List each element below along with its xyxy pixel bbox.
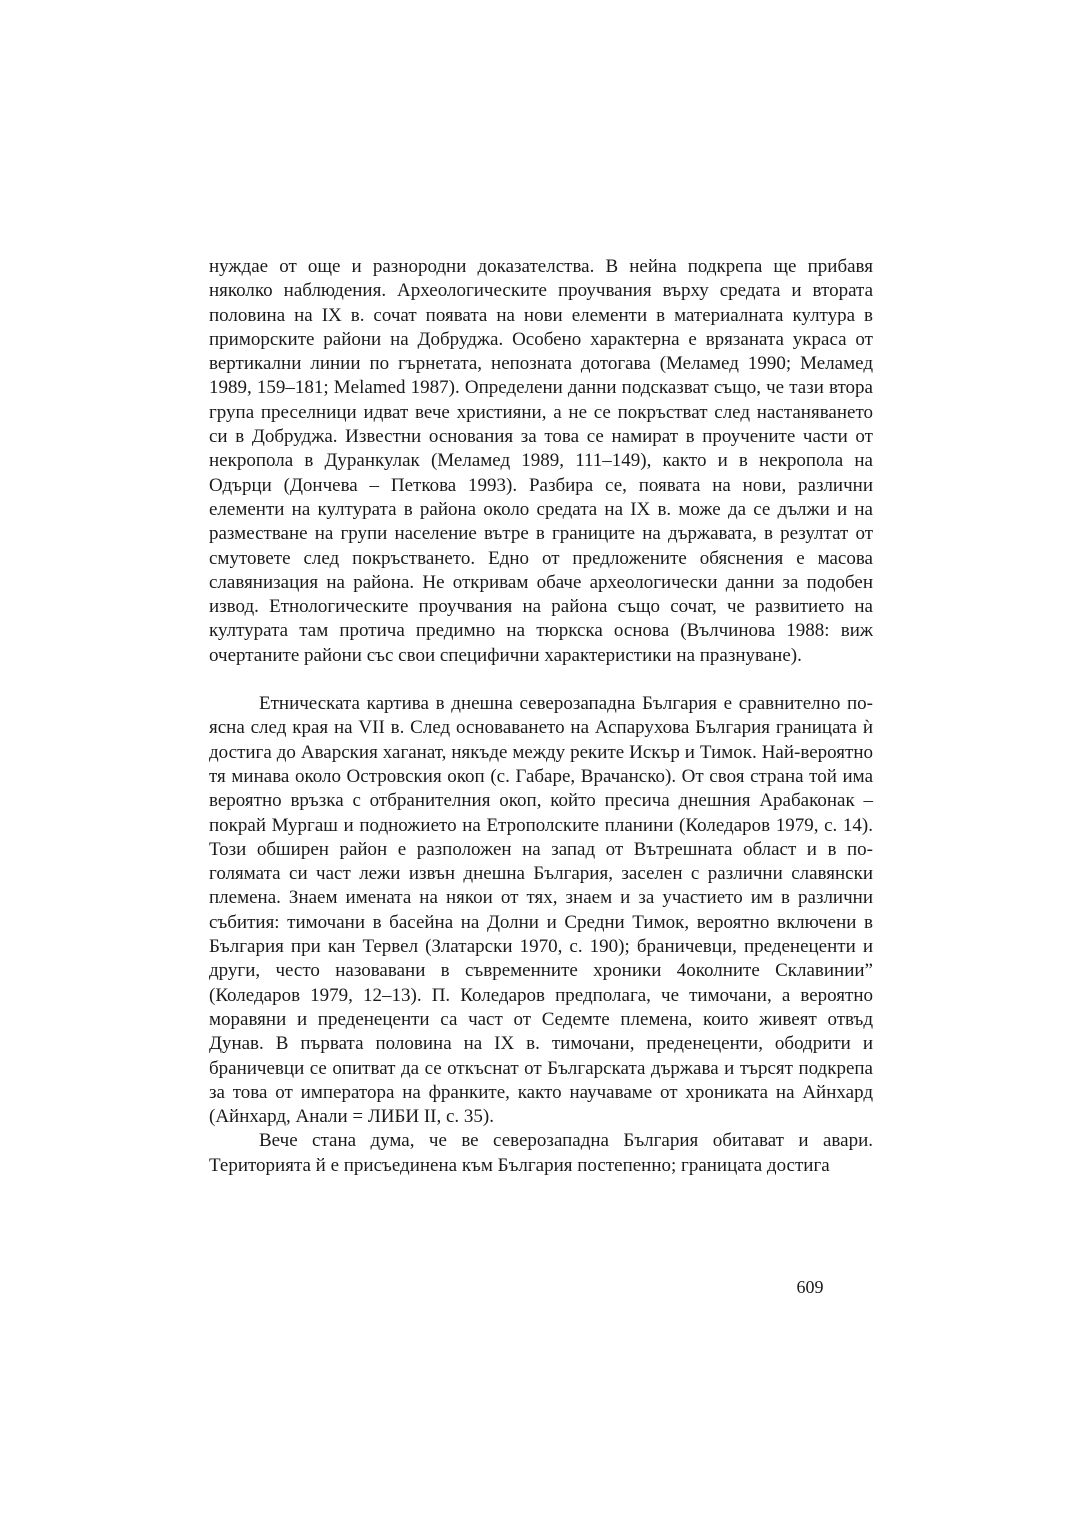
paragraph-3: Вече стана дума, че ве северозападна България обитават и авари. Територията й е присъединена към България постепенно; границата достига xyxy=(209,1130,873,1176)
body-text xyxy=(209,255,873,1178)
page-number: 609 xyxy=(796,1277,824,1297)
paragraph-1: нуждае от още и разнородни доказателства. В нейна подкрепа ще прибавя няколко наблюдения. Археологическите проучвания върху средата и втората половина на IX в. сочат появата на нови елементи в материалната култура в приморските райони на Добруджа. Особено характерна е врязаната украса от вертикални линии по гърнетата, непозната дотогава (Меламед 1990; Меламед 1989, 159–181; Melamed 1987). Определени данни подсказват също, че тази втора група преселници идват вече християни, а не се покръстват след настаняването си в Добруджа. Известни основания за това се намират в проучените части от некропола в Дуранкулак (Меламед 1989, 111–149), както и в некропола на Одърци (Дончева – Петкова 1993). Разбира се, появата на нови, различни елементи на културата в района около средата на IX в. може да се дължи и на разместване на групи население вътре в границите на държавата, в резултат от смутовете след покръстването. Едно от предложените обяснения е масова славянизация на района. Не откривам обаче археологически данни за подобен извод. Етнологическите проучвания на района също сочат, че развитието на културата там протича предимно на тюркска основа (Вълчинова 1988: виж очертаните райони със свои специфични характеристики на празнуване). xyxy=(209,256,873,666)
paragraph-2: Етническата картива в днешна северозападна България е сравнително по-ясна след края на VII в. След основаването на Аспарухова България границата ѝ достига до Аварския хаганат, някъде между реките Искър и Тимок. Най-вероятно тя минава около Островския окоп (с. Габаре, Врачанско). От своя страна той има вероятно връзка с отбранителния окоп, който пресича днешния Арабаконак – покрай Мургаш и подножието на Етрополските планини (Коледаров 1979, с. 14). Този обширен район е разположен на запад от Вътрешната област и в по-голямата си част лежи извън днешна България, заселен с различни славянски племена. Знаем имената на някои от тях, знаем и за участието им в различни събития: тимочани в басейна на Долни и Средни Тимок, вероятно включени в България при кан Тервел (Златарски 1970, с. 190); браничевци, преденеценти и други, често назовавани в съвременните хроники 4околните Склавинии” (Коледаров 1979, 12–13). П. Коледаров предполага, че тимочани, а вероятно моравяни и преденеценти са част от Седемте племена, които живеят отвъд Дунав. В първата половина на IX в. тимочани, преденеценти, ободрити и браничевци се опитват да се откъснат от Българската държава и търсят подкрепа за това от императора на франките, както научаваме от хрониката на Айнхард (Айнхард, Анали = ЛИБИ II, с. 35). xyxy=(209,693,873,1128)
paragraph-spacer xyxy=(209,668,873,692)
